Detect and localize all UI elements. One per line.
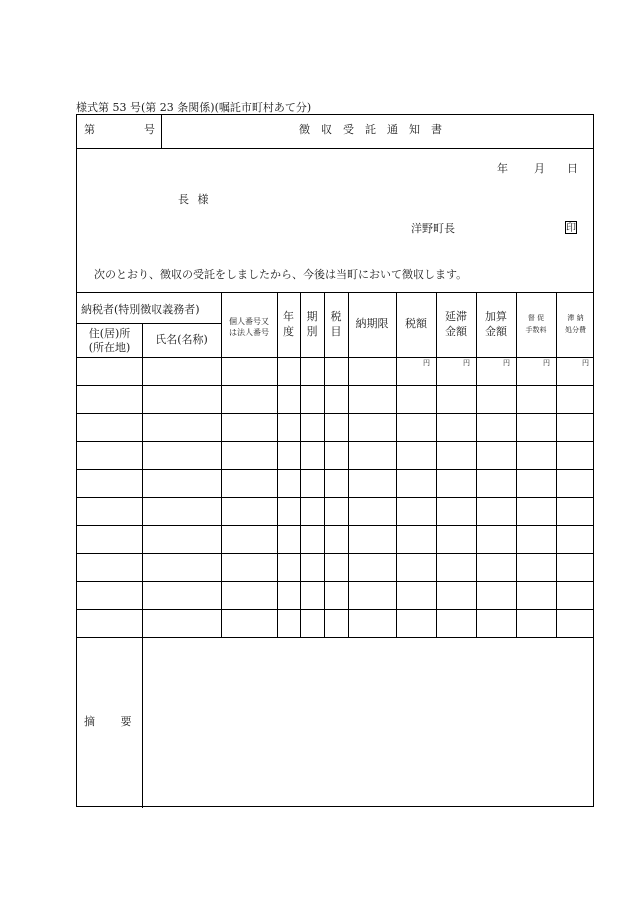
term-header-1: 期 [306, 310, 318, 323]
name-header: 氏名(名称) [155, 333, 208, 346]
form-number-label: 様式第 53 号(第 23 条関係)(嘱託市町村あて分) [76, 101, 312, 114]
table-vline [516, 292, 517, 638]
year-header-2: 度 [283, 325, 294, 338]
yen-unit-add: 円 [503, 359, 510, 367]
taxpayer-subdivider [77, 323, 221, 324]
table-vline [556, 292, 557, 638]
statement-text: 次のとおり、徴収の受託をしましたから、今後は当町において徴収します。 [94, 268, 468, 281]
notice-form [76, 114, 594, 807]
tax-amount-header: 税額 [405, 317, 427, 330]
yen-unit-late: 円 [463, 359, 470, 367]
disposition-cost-header-1: 滞 納 [567, 314, 584, 322]
table-vline [142, 323, 143, 638]
additional-header-2: 金額 [485, 325, 507, 338]
table-vline [300, 292, 301, 638]
number-prefix: 第 [84, 123, 95, 136]
taxpayer-header: 納税者(特別徴収義務者) [81, 303, 200, 316]
additional-header-1: 加算 [485, 310, 507, 323]
id-header-line1: 個人番号又 [229, 317, 269, 326]
address-sub-header: (所在地) [88, 341, 131, 354]
number-suffix: 号 [144, 123, 155, 136]
header-vline [161, 115, 162, 149]
reminder-fee-header-1: 督 促 [527, 314, 545, 322]
table-vline [396, 292, 397, 638]
yen-unit-tax: 円 [423, 359, 430, 367]
year-header-1: 年 [283, 310, 294, 323]
reminder-fee-header-2: 手数料 [525, 326, 547, 334]
table-vline [221, 292, 222, 638]
table-vline [476, 292, 477, 638]
late-fee-header-2: 金額 [445, 325, 467, 338]
item-header-2: 目 [330, 325, 342, 338]
seal-mark: 印 [566, 223, 576, 234]
header-divider [77, 148, 593, 149]
late-fee-header-1: 延滞 [445, 310, 467, 323]
item-header-1: 税 [330, 310, 342, 323]
document-title: 徴収受託通知書 [299, 123, 453, 136]
summary-vline [142, 637, 143, 808]
sender-name: 洋野町長 [411, 222, 455, 235]
addressee: 長 様 [178, 193, 209, 206]
term-header-2: 別 [306, 325, 318, 338]
date-month: 月 [534, 162, 545, 175]
address-header: 住(居)所 [88, 327, 131, 340]
yen-unit-cost: 円 [582, 359, 589, 367]
table-vline [277, 292, 278, 638]
date-day: 日 [567, 162, 578, 175]
table-vline [436, 292, 437, 638]
yen-unit-fee: 円 [543, 359, 550, 367]
date-year: 年 [497, 162, 508, 175]
summary-label: 摘 要 [84, 715, 132, 728]
deadline-header: 納期限 [355, 317, 389, 330]
id-header-line2: は法人番号 [229, 328, 269, 337]
disposition-cost-header-2: 処分費 [565, 326, 586, 334]
table-vline [324, 292, 325, 638]
table-vline [348, 292, 349, 638]
